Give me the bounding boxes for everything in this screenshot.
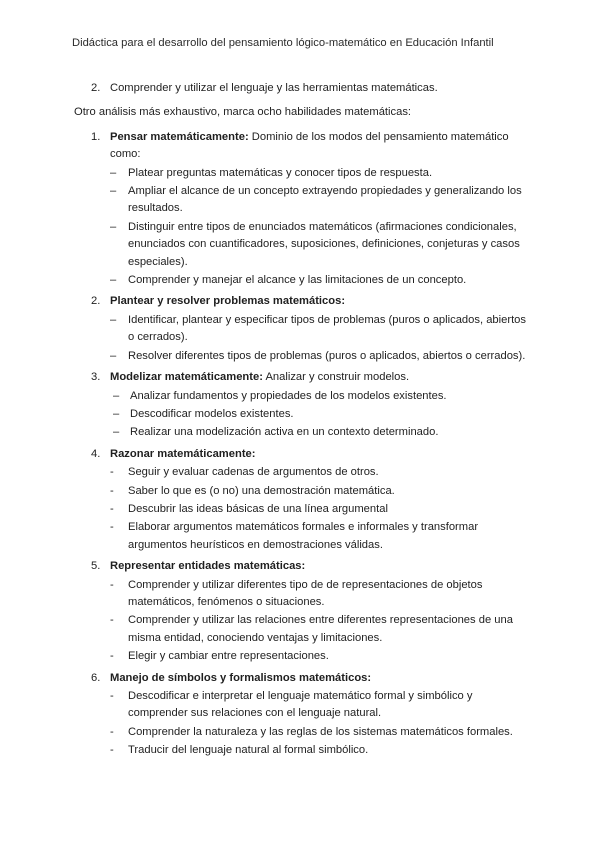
bullet-dash: –: [110, 313, 117, 326]
section-number: 5.: [91, 560, 101, 573]
list-item-text: Descubrir las ideas básicas de una línea argumental: [128, 502, 388, 515]
sub-list: [110, 688, 534, 760]
section-title: Manejo de símbolos y formalismos matemáticos:: [110, 671, 372, 684]
list-item: [110, 501, 534, 518]
section-title: Representar entidades matemáticas:: [110, 560, 306, 573]
list-item-text: Resolver diferentes tipos de problemas (puros o aplicados, abiertos o cerrados).: [128, 349, 526, 362]
list-item: [110, 577, 534, 612]
list-item-text: Comprender y utilizar las relaciones entre diferentes representaciones de una misma entidad, conociendo ventajas y limitaciones.: [128, 614, 513, 644]
list-item-text: Saber lo que es (o no) una demostración matemática.: [128, 484, 395, 497]
list-item-text: Descodificar modelos existentes.: [130, 407, 294, 420]
list-item: [110, 648, 534, 665]
bullet-dash: -: [110, 690, 114, 702]
section-number: 1.: [91, 130, 101, 143]
sub-list: [110, 312, 534, 365]
section-heading: [110, 558, 534, 575]
item-text: Comprender y utilizar el lenguaje y las herramientas matemáticas.: [110, 82, 438, 94]
list-item: [110, 219, 534, 271]
section-description: Dominio de los modos del pensamiento matemático como:: [110, 130, 509, 161]
bullet-dash: –: [113, 407, 120, 420]
list-item: [110, 424, 534, 441]
list-item-text: Distinguir entre tipos de enunciados matemáticos (afirmaciones condicionales, enunciados con cuantificadores, suposiciones, definiciones, conjeturas y casos especiales).: [128, 220, 520, 268]
bullet-dash: -: [110, 725, 114, 738]
section-number: 2.: [91, 295, 101, 308]
section-heading: [110, 369, 534, 386]
skill-section: [74, 129, 534, 290]
bullet-dash: -: [110, 502, 114, 515]
list-item-text: Elaborar argumentos matemáticos formales e informales y transformar argumentos heurísticos en demostraciones válidas.: [128, 521, 479, 551]
section-heading: [110, 670, 534, 687]
sub-list: [110, 577, 534, 666]
item-number: 2.: [91, 82, 101, 94]
section-heading: [110, 129, 534, 164]
bullet-dash: –: [113, 389, 120, 402]
list-item: [110, 464, 534, 481]
list-item: [110, 742, 534, 759]
skill-section: [74, 670, 534, 760]
list-item: [110, 406, 534, 423]
skill-section: [74, 558, 534, 665]
list-item: [110, 519, 534, 554]
running-header: Didáctica para el desarrollo del pensamiento lógico-matemático en Educación Infantil: [72, 37, 494, 49]
list-item: [110, 165, 534, 182]
bullet-dash: –: [110, 274, 117, 287]
list-item-text: Identificar, plantear y especificar tipos de problemas (puros o aplicados, abiertos o cerrados).: [128, 313, 526, 344]
list-item-text: Comprender y manejar el alcance y las limitaciones de un concepto.: [128, 274, 467, 287]
bullet-dash: -: [110, 578, 114, 591]
list-item: [110, 724, 534, 741]
skill-section: [74, 446, 534, 554]
skill-section: [74, 369, 534, 442]
bullet-dash: -: [110, 650, 114, 663]
section-heading: [110, 293, 534, 310]
section-title: Modelizar matemáticamente:: [110, 371, 263, 384]
bullet-dash: –: [110, 220, 117, 233]
list-item-text: Comprender y utilizar diferentes tipo de de representaciones de objetos matemáticos, fenómenos o situaciones.: [128, 578, 483, 608]
list-item: [110, 483, 534, 500]
list-item-text: Seguir y evaluar cadenas de argumentos de otros.: [128, 466, 379, 479]
bullet-dash: -: [110, 466, 114, 479]
list-item-text: Platear preguntas matemáticas y conocer tipos de respuesta.: [128, 166, 433, 179]
list-item: [110, 612, 534, 647]
section-heading: [110, 446, 534, 463]
intro-paragraph: Otro análisis más exhaustivo, marca ocho habilidades matemáticas:: [74, 106, 412, 119]
list-item: [110, 272, 534, 289]
list-item-text: Elegir y cambiar entre representaciones.: [128, 650, 329, 663]
list-item-text: Descodificar e interpretar el lenguaje matemático formal y simbólico y comprender sus relaciones con el lenguaje natural.: [128, 690, 473, 720]
list-item-text: Realizar una modelización activa en un contexto determinado.: [130, 426, 439, 439]
bullet-dash: –: [113, 426, 120, 439]
list-item-text: Ampliar el alcance de un concepto extrayendo propiedades y generalizando los resultados.: [128, 185, 522, 215]
sub-list: [110, 165, 534, 290]
sub-list: [110, 388, 534, 442]
list-item: [110, 312, 534, 347]
section-title: Plantear y resolver problemas matemáticos:: [110, 295, 346, 308]
list-item: [110, 688, 534, 723]
bullet-dash: –: [110, 166, 117, 179]
document-body: [74, 80, 534, 764]
list-item: [110, 348, 534, 365]
bullet-dash: -: [110, 744, 114, 757]
section-description: Analizar y construir modelos.: [262, 371, 410, 384]
list-item-text: Analizar fundamentos y propiedades de los modelos existentes.: [130, 389, 447, 402]
section-title: Razonar matemáticamente:: [110, 447, 256, 460]
sub-list: [110, 464, 534, 554]
bullet-dash: –: [110, 349, 117, 362]
skill-section: [74, 293, 534, 365]
section-title: Pensar matemáticamente:: [110, 130, 249, 143]
numbered-item: [74, 80, 534, 97]
list-item: [110, 183, 534, 218]
list-item-text: Traducir del lenguaje natural al formal simbólico.: [128, 744, 369, 757]
bullet-dash: –: [110, 185, 117, 198]
section-number: 6.: [91, 671, 101, 684]
bullet-dash: -: [110, 484, 114, 497]
section-number: 3.: [91, 371, 101, 384]
section-number: 4.: [91, 447, 101, 460]
list-item-text: Comprender la naturaleza y las reglas de los sistemas matemáticos formales.: [128, 725, 513, 738]
skills-list: [74, 129, 534, 760]
list-item: [110, 388, 534, 405]
bullet-dash: -: [110, 614, 114, 627]
bullet-dash: -: [110, 521, 114, 534]
